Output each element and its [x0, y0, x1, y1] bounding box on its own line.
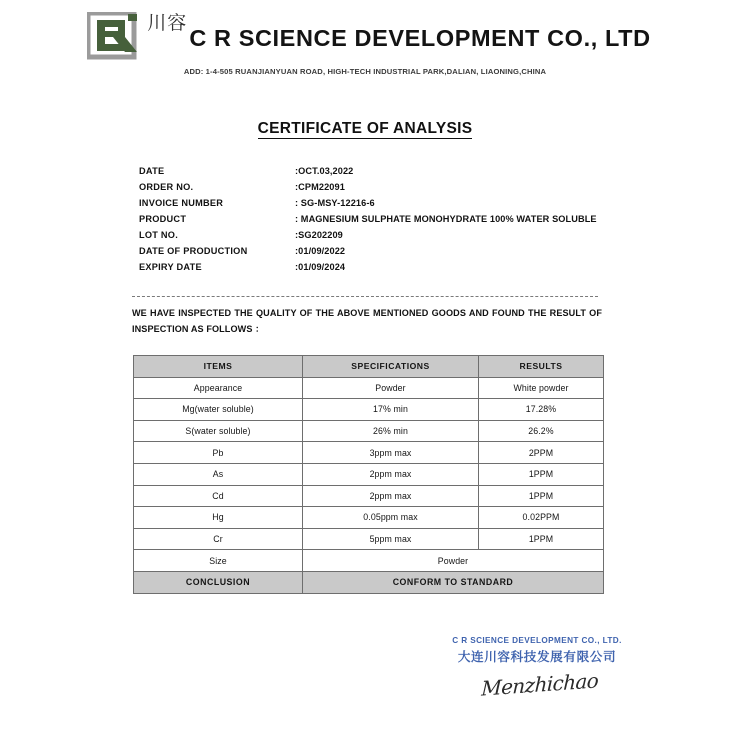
meta-value: : SG-MSY-12216-6: [295, 198, 375, 208]
table-row: [134, 399, 604, 421]
meta-row: [139, 243, 609, 259]
cell-conclusion-value: CONFORM TO STANDARD: [303, 571, 604, 593]
meta-value: :OCT.03,2022: [295, 166, 354, 176]
table-body: [134, 377, 604, 593]
meta-label: INVOICE NUMBER: [139, 198, 224, 208]
cell-result: 26.2%: [479, 420, 604, 442]
cell-item: Cr: [134, 528, 303, 550]
cell-spec: 26% min: [303, 420, 479, 442]
cell-size-value: Powder: [303, 550, 604, 572]
table-row: [134, 463, 604, 485]
column-header-items: ITEMS: [134, 356, 303, 378]
cell-spec: 17% min: [303, 399, 479, 421]
meta-row: [139, 195, 609, 211]
meta-label: DATE OF PRODUCTION: [139, 246, 248, 256]
column-header-results: RESULTS: [479, 356, 604, 378]
inspection-statement-line-2: INSPECTION AS FOLLOWS ：: [132, 323, 265, 334]
cell-spec: 5ppm max: [303, 528, 479, 550]
meta-field-list: [139, 163, 609, 275]
table-row-conclusion: [134, 571, 604, 593]
cell-item: Pb: [134, 442, 303, 464]
meta-label: ORDER NO.: [139, 182, 194, 192]
meta-value: : MAGNESIUM SULPHATE MONOHYDRATE 100% WATER SOLUBLE: [295, 214, 597, 224]
cell-result: 1PPM: [479, 463, 604, 485]
meta-label: PRODUCT: [139, 214, 187, 224]
handwritten-signature: Menzhichao: [480, 668, 599, 701]
logo-chinese-name: 川容: [147, 12, 188, 34]
company-address: ADD: 1-4-505 RUANJIANYUAN ROAD, HIGH-TECH INDUSTRIAL PARK,DALIAN, LIAONING,CHINA: [183, 67, 547, 76]
table-row: [134, 420, 604, 442]
cell-item: As: [134, 463, 303, 485]
table-row: [134, 485, 604, 507]
cell-spec: 3ppm max: [303, 442, 479, 464]
cell-item: Mg(water soluble): [134, 399, 303, 421]
company-stamp: [447, 636, 627, 703]
column-header-specifications: SPECIFICATIONS: [303, 356, 479, 378]
page-title: [0, 120, 730, 138]
meta-value: :01/09/2024: [295, 262, 346, 272]
table-row: [134, 377, 604, 399]
table-row: [134, 528, 604, 550]
cell-result: 17.28%: [479, 399, 604, 421]
meta-row: [139, 163, 609, 179]
meta-row: [139, 259, 609, 275]
table-row-size: [134, 550, 604, 572]
meta-label: LOT NO.: [139, 230, 179, 240]
cell-item: Size: [134, 550, 303, 572]
cell-item: Appearance: [134, 377, 303, 399]
cell-item: S(water soluble): [134, 420, 303, 442]
table-header: [134, 356, 604, 378]
table-row: [134, 442, 604, 464]
meta-value: :CPM22091: [295, 182, 345, 192]
meta-row: [139, 179, 609, 195]
cell-spec: 2ppm max: [303, 463, 479, 485]
logo-block: [87, 12, 187, 60]
stamp-chinese-name: 大连川容科技发展有限公司: [457, 649, 617, 664]
cell-result: 2PPM: [479, 442, 604, 464]
cell-conclusion-label: CONCLUSION: [134, 571, 303, 593]
company-column: [189, 26, 650, 51]
cell-result: White powder: [479, 377, 604, 399]
inspection-statement-line-1: WE HAVE INSPECTED THE QUALITY OF THE ABOVE MENTIONED GOODS AND FOUND THE RESULT OF: [132, 308, 602, 318]
page-title-text: CERTIFICATE OF ANALYSIS: [257, 120, 473, 137]
letterhead-top: [0, 0, 730, 60]
dashed-divider: [132, 296, 598, 297]
meta-label: EXPIRY DATE: [139, 262, 202, 272]
cell-spec: 2ppm max: [303, 485, 479, 507]
cell-spec: 0.05ppm max: [303, 507, 479, 529]
cell-result: 1PPM: [479, 528, 604, 550]
cell-item: Cd: [134, 485, 303, 507]
meta-row: [139, 227, 609, 243]
table-header-row: [134, 356, 604, 378]
cell-spec: Powder: [303, 377, 479, 399]
meta-value: :SG202209: [295, 230, 343, 240]
table-row: [134, 507, 604, 529]
meta-value: :01/09/2022: [295, 246, 346, 256]
stamp-english-name: C R SCIENCE DEVELOPMENT CO., LTD.: [452, 636, 622, 645]
analysis-results-table: [133, 355, 604, 594]
cell-item: Hg: [134, 507, 303, 529]
meta-row: [139, 211, 609, 227]
cr-monogram-logo-icon: [87, 12, 139, 60]
cell-result: 0.02PPM: [479, 507, 604, 529]
letterhead: [0, 0, 730, 76]
cell-result: 1PPM: [479, 485, 604, 507]
meta-label: DATE: [139, 166, 165, 176]
inspection-statement: [132, 306, 602, 338]
company-name: C R SCIENCE DEVELOPMENT CO., LTD: [189, 25, 651, 51]
